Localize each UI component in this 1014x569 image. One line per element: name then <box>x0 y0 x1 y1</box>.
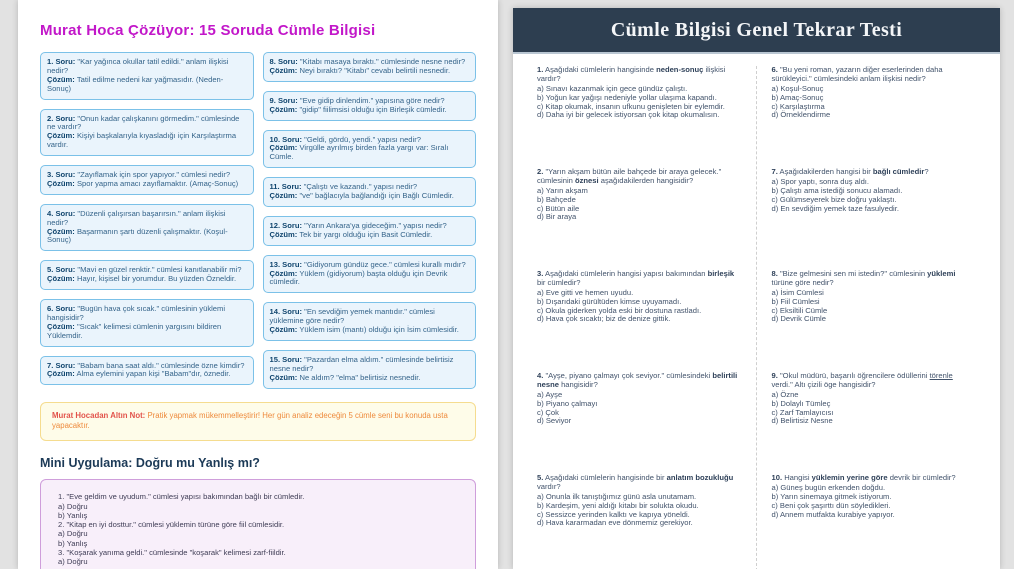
answer-option-b: b) Dolaylı Tümleç <box>771 398 831 408</box>
question-label: 15. Soru: <box>269 354 302 364</box>
question-label: 14. Soru: <box>269 307 302 317</box>
question-text: "Bugün hava çok sıcak." cümlesinin yüklemi hangisidir? <box>47 304 226 322</box>
test-questions-columns <box>513 54 1000 569</box>
question-label: 10. Soru: <box>269 134 302 144</box>
mini-quiz-heading: Mini Uygulama: Doğru mu Yanlış mı? <box>40 456 260 471</box>
answer-option-c: c) Kitap okumak, insanın ufkunu genişleten bir eylemdir. <box>537 101 725 111</box>
solved-card-11 <box>263 177 477 207</box>
solved-card-8 <box>263 52 477 82</box>
solved-card-7 <box>40 356 254 386</box>
test-column-1 <box>537 66 757 569</box>
mini-option: b) Yanlış <box>58 510 88 520</box>
solved-solution <box>270 192 470 201</box>
solved-question <box>47 210 247 228</box>
question-segment: Aşağıdaki cümlelerin hangisinde bir <box>545 473 667 482</box>
answer-option-b: b) Yarın sinemaya gitmek istiyorum. <box>771 491 892 501</box>
answer-option-d: d) Hava çok sıcaktı; biz de denize gittik. <box>537 314 671 324</box>
question-number: 1. <box>537 65 544 74</box>
answer-option-c: c) Zarf Tamlayıcısı <box>771 407 834 417</box>
answer-option-d: d) Belirtisiz Nesne <box>771 416 833 426</box>
question-number: 9. <box>771 371 778 380</box>
question-segment: Aşağıdaki cümlelerin hangisi yapısı bakımından <box>545 269 708 278</box>
solved-card-15 <box>263 350 477 389</box>
question-text <box>772 66 977 84</box>
question-text <box>772 168 977 177</box>
test-question-10 <box>772 474 977 569</box>
question-segment: Aşağıdaki cümlelerin hangisinde <box>545 65 657 74</box>
solved-card-1 <box>40 52 254 100</box>
solved-card-14 <box>263 302 477 341</box>
solved-question <box>47 115 247 133</box>
solved-solution <box>47 132 247 150</box>
question-keyword: birleşik <box>707 269 735 278</box>
solution-text: Hayır, kişisel bir yorumdur. Bu yüzden Özneldir. <box>76 274 237 284</box>
question-label: 4. Soru: <box>47 208 76 218</box>
solved-card-3 <box>40 165 254 195</box>
left-page-title: Murat Hoca Çözüyor: 15 Soruda Cümle Bilgisi <box>40 22 376 39</box>
answer-option-c: c) Eksiltili Cümle <box>771 305 828 315</box>
answer-option-a: a) Onunla ilk tanıştığımız günü asla unutamam. <box>537 491 697 501</box>
answer-option-b: b) Çalıştı ama istediği sonucu alamadı. <box>771 185 903 195</box>
question-text <box>772 474 977 483</box>
question-keyword: yüklemi <box>927 269 956 278</box>
question-label: 7. Soru: <box>47 360 76 370</box>
solved-solution <box>270 106 470 115</box>
test-question-8 <box>772 270 977 372</box>
answer-option-d: d) Daha iyi bir gelecek istiyorsan çok kitap okumalısın. <box>537 110 720 120</box>
answer-option-b: b) Kardeşim, yeni aldığı kitabı bir solukta okudu. <box>537 500 699 510</box>
solved-solution <box>47 76 247 94</box>
answer-option-d: d) Bir araya <box>537 212 577 222</box>
solution-label: Çözüm: <box>269 268 298 278</box>
solution-label: Çözüm: <box>47 274 75 284</box>
answer-option-b: b) Yoğun kar yağışı nedeniyle yollar ulaşıma kapandı. <box>537 92 717 102</box>
solution-text: Kişiyi başkalarıyla kıyasladığı için Karşılaştırma vardır. <box>47 131 237 150</box>
solved-solution <box>270 326 470 335</box>
solution-label: Çözüm: <box>269 229 298 239</box>
answer-option-a: a) Spor yaptı, sonra duş aldı. <box>771 176 870 186</box>
question-segment: "Bu yeni roman, yazarın diğer eserlerinden daha sürükleyici." cümlesindeki anlam ilişkisi nedir? <box>771 65 943 83</box>
solution-text: Tatil edilme nedeni kar yağmasıdır. (Neden-Sonuç) <box>47 74 224 93</box>
solved-solution <box>270 231 470 240</box>
solution-text: Virgülle ayrılmış birden fazla yargı var: Sıralı Cümle. <box>269 143 449 162</box>
answer-option-b: b) Piyano çalmayı <box>537 398 598 408</box>
solved-column-2 <box>263 52 477 389</box>
solution-label: Çözüm: <box>47 321 75 331</box>
question-label: 2. Soru: <box>47 113 76 123</box>
solved-card-9 <box>263 91 477 121</box>
question-segment: "Ayşe, piyano çalmayı çok seviyor." cümlesindeki <box>545 371 713 380</box>
mini-option: b) Yanlış <box>58 538 88 548</box>
solved-solution <box>270 144 470 162</box>
solution-label: Çözüm: <box>47 226 75 236</box>
question-segment: bir cümledir? <box>537 277 581 287</box>
solution-label: Çözüm: <box>269 191 298 200</box>
question-text: "Mavi en güzel renktir." cümlesi kanıtlanabilir mi? <box>77 265 242 275</box>
question-number: 8. <box>771 269 778 278</box>
answer-option-c: c) Sessizce yerinden kalktı ve kapıya yöneldi. <box>537 509 690 519</box>
answer-option-a: a) Güneş bugün erkenden doğdu. <box>771 482 886 492</box>
answer-option-b: b) Fiil Cümlesi <box>771 296 820 306</box>
answer-option-d: d) Annem mutfakta kurabiye yapıyor. <box>771 509 895 519</box>
solved-question <box>47 305 247 323</box>
solution-text: Spor yapma amacı zayıflamaktır. (Amaç-Sonuç) <box>76 178 239 188</box>
test-question-3 <box>537 270 742 372</box>
solution-label: Çözüm: <box>269 65 298 75</box>
question-text: "Pazardan elma aldım." cümlesinde belirtisiz nesne nedir? <box>269 354 454 373</box>
solution-label: Çözüm: <box>269 372 298 382</box>
question-segment: "Okul müdürü, başarılı öğrencilere ödüllerini <box>779 371 930 380</box>
solved-card-10 <box>263 130 477 169</box>
question-keyword: yüklemin yerine göre <box>811 473 888 482</box>
question-number: 7. <box>771 167 778 176</box>
question-number: 2. <box>537 167 544 176</box>
question-number: 4. <box>537 371 544 380</box>
solution-text: "ve" bağlacıyla bağlandığı için Bağlı Cümledir. <box>299 191 454 200</box>
test-question-7 <box>772 168 977 270</box>
question-number: 5. <box>537 473 544 482</box>
golden-note-box <box>40 402 476 442</box>
solution-label: Çözüm: <box>269 143 298 153</box>
solved-question <box>270 308 470 326</box>
question-segment: aşağıdakilerden hangisidir? <box>598 175 694 185</box>
test-question-6 <box>772 66 977 168</box>
solved-card-12 <box>263 216 477 246</box>
solved-solution <box>47 275 247 284</box>
answer-option-a: a) Sınavı kazanmak için gece gündüz çalıştı. <box>537 83 688 93</box>
answer-option-a: a) Ayşe <box>537 389 563 399</box>
question-segment: ilişkisi vardır? <box>537 65 726 83</box>
solved-column-1 <box>40 52 254 389</box>
solution-text: Başarmanın şartı düzenli çalışmaktır. (Koşul-Sonuç) <box>47 226 228 245</box>
answer-option-c: c) Gülümseyerek bize doğru yaklaştı. <box>771 194 897 204</box>
solved-solution <box>270 67 470 76</box>
test-title: Cümle Bilgisi Genel Tekrar Testi <box>610 18 903 41</box>
mini-option: a) Doğru <box>58 557 88 567</box>
solved-question <box>47 58 247 76</box>
question-text <box>772 372 977 390</box>
answer-option-d: d) Seviyor <box>537 416 572 426</box>
note-label: Murat Hocadan Altın Not: <box>52 410 146 420</box>
solved-question <box>270 356 470 374</box>
question-segment: hangisidir? <box>558 379 598 389</box>
question-number: 3. <box>537 269 544 278</box>
question-text <box>537 168 742 186</box>
question-keyword: belirtili nesne <box>537 371 738 389</box>
mini-option: a) Doğru <box>58 529 88 539</box>
test-question-1 <box>537 66 742 168</box>
solution-text: Ne aldım? "elma" belirtisiz nesnedir. <box>299 372 421 382</box>
solution-text: Tek bir yargı olduğu için Basit Cümledir. <box>299 229 433 239</box>
answer-option-a: a) Koşul-Sonuç <box>771 83 824 93</box>
question-label: 12. Soru: <box>269 220 302 230</box>
right-page-document <box>513 8 1000 569</box>
question-text: "Babam bana saat aldı." cümlesinde özne kimdir? <box>77 360 245 370</box>
question-keyword: neden-sonuç <box>656 65 704 74</box>
question-keyword: öznesi <box>574 175 599 185</box>
question-label: 5. Soru: <box>47 265 76 275</box>
question-segment: devrik bir cümledir? <box>887 473 956 482</box>
answer-option-d: d) Örneklendirme <box>771 110 831 120</box>
solved-solution <box>47 370 247 379</box>
question-text <box>537 270 742 288</box>
solved-card-6 <box>40 299 254 347</box>
solution-text: "Sıcak" kelimesi cümlenin yargısını bildiren Yüklemdir. <box>47 321 222 340</box>
question-keyword: bağlı cümledir <box>872 167 925 176</box>
question-label: 3. Soru: <box>47 170 76 179</box>
answer-option-a: a) Özne <box>771 389 799 399</box>
question-text: "Zayıflamak için spor yapıyor." cümlesi nedir? <box>77 170 231 179</box>
question-text: "Onun kadar çalışkanını görmedim." cümlesinde ne vardır? <box>47 113 240 132</box>
question-number: 10. <box>771 473 783 482</box>
question-text <box>772 270 977 288</box>
answer-option-d: d) Devrik Cümle <box>771 314 826 324</box>
question-text: "Kitabı masaya bıraktı." cümlesinde nesne nedir? <box>299 57 466 66</box>
question-text: "Düzenli çalışırsan başarırsın." anlam ilişkisi nedir? <box>47 208 226 227</box>
solution-text: Yüklem isim (mantı) olduğu için İsim cümlesidir. <box>299 325 459 334</box>
answer-option-c: c) Bütün aile <box>537 203 580 213</box>
solution-text: Alma eylemini yapan kişi "Babam"dır, öznedir. <box>76 369 231 379</box>
solved-solution <box>47 323 247 341</box>
solution-label: Çözüm: <box>47 178 75 188</box>
solution-label: Çözüm: <box>47 131 75 141</box>
solution-label: Çözüm: <box>269 104 298 114</box>
question-text <box>537 66 742 84</box>
solved-solution <box>270 374 470 383</box>
test-header-bar <box>513 8 1000 54</box>
solution-label: Çözüm: <box>47 74 75 84</box>
question-keyword: anlatım bozukluğu <box>666 473 734 482</box>
question-text: "Gidiyorum gündüz gece." cümlesi kurallı mıdır? <box>304 259 466 269</box>
question-text: "En sevdiğim yemek mantıdır." cümlesi yüklemine göre nedir? <box>269 307 435 326</box>
question-number: 6. <box>771 65 778 74</box>
solution-label: Çözüm: <box>269 325 298 334</box>
answer-option-a: a) Yarın akşam <box>537 185 588 195</box>
question-text: "Geldi, gördü, yendi." yapısı nedir? <box>304 134 421 144</box>
test-question-9 <box>772 372 977 474</box>
question-segment: vardır? <box>537 481 561 491</box>
answer-option-b: b) Amaç-Sonuç <box>771 92 824 102</box>
answer-option-c: c) Karşılaştırma <box>771 101 825 111</box>
solution-text: Neyi bıraktı? "Kitabı" cevabı belirtili nesnedir. <box>299 65 451 75</box>
solved-card-2 <box>40 109 254 157</box>
test-column-2 <box>757 66 977 569</box>
question-label: 8. Soru: <box>269 57 298 66</box>
question-segment: ? <box>924 167 929 176</box>
question-segment: Hangisi <box>784 473 812 482</box>
answer-option-c: c) Okula giderken yolda eski bir dostuna rastladı. <box>537 305 702 315</box>
question-segment: türüne göre nedir? <box>771 277 834 287</box>
question-label: 6. Soru: <box>47 304 76 313</box>
question-label: 1. Soru: <box>47 57 76 66</box>
test-question-5 <box>537 474 742 569</box>
solved-card-13 <box>263 255 477 294</box>
question-segment: "Bize gelmesini sen mi istedin?" cümlesinin <box>779 269 928 278</box>
solved-solution <box>47 180 247 189</box>
answer-option-d: d) En sevdiğim yemek taze fasulyedir. <box>771 203 899 213</box>
answer-option-b: b) Bahçede <box>537 194 576 204</box>
question-text: "Çalıştı ve kazandı." yapısı nedir? <box>303 182 418 192</box>
question-label: 13. Soru: <box>269 259 302 269</box>
answer-option-c: c) Çok <box>537 407 559 417</box>
question-text: "Kar yağınca okullar tatil edildi." anlam ilişkisi nedir? <box>47 57 229 75</box>
question-text <box>537 474 742 492</box>
answer-option-b: b) Dışarıdaki gürültüden kimse uyuyamadı. <box>537 296 682 306</box>
solved-card-5 <box>40 260 254 290</box>
solution-text: Yüklem (gidiyorum) başta olduğu için Devrik cümledir. <box>269 268 448 287</box>
answer-option-a: a) İsim Cümlesi <box>771 287 824 297</box>
test-question-2 <box>537 168 742 270</box>
question-segment: "Yarın akşam bütün aile bahçede bir araya gelecek." cümlesinin <box>537 167 722 185</box>
test-question-4 <box>537 372 742 474</box>
mini-question: 2. "Kitap en iyi dosttur." cümlesi yüklemin türüne göre fiil cümlesidir. <box>58 520 285 530</box>
answer-option-c: c) Beni çok şaşırttı dün söyledikleri. <box>771 500 891 510</box>
mini-quiz-box <box>40 479 476 569</box>
solved-questions-grid <box>40 52 476 389</box>
answer-option-d: d) Hava kararmadan eve dönmemiz gerekiyor. <box>537 518 693 528</box>
question-label: 11. Soru: <box>269 182 302 192</box>
question-text: "Yarın Ankara'ya gideceğim." yapısı nedir? <box>304 220 447 230</box>
solution-label: Çözüm: <box>47 369 75 379</box>
solution-text: "gidip" fiilimsisi olduğu için Birleşik cümledir. <box>299 104 447 114</box>
solved-solution <box>47 228 247 246</box>
question-segment: verdi." Altı çizili öge hangisidir? <box>771 379 876 389</box>
mini-question: 3. "Koşarak yanıma geldi." cümlesinde "koşarak" kelimesi zarf-fiildir. <box>58 547 286 557</box>
question-label: 9. Soru: <box>269 95 298 105</box>
question-text <box>537 372 742 390</box>
question-text: "Eve gidip dinlendim." yapısına göre nedir? <box>299 95 445 105</box>
question-segment: Aşağıdakilerden hangisi bir <box>779 167 873 176</box>
left-page-document <box>18 0 498 569</box>
note-text: Pratik yapmak mükemmelleştirir! Her gün analiz edeceğin 5 cümle seni bu konuda usta yapacaktır. <box>52 410 448 431</box>
solved-solution <box>270 270 470 288</box>
mini-option: a) Doğru <box>58 501 88 511</box>
question-underlined: törenle <box>929 371 953 380</box>
solved-card-4 <box>40 204 254 252</box>
mini-question: 1. "Eve geldim ve uyudum." cümlesi yapısı bakımından bağlı bir cümledir. <box>58 492 305 502</box>
answer-option-a: a) Eve gitti ve hemen uyudu. <box>537 287 634 297</box>
